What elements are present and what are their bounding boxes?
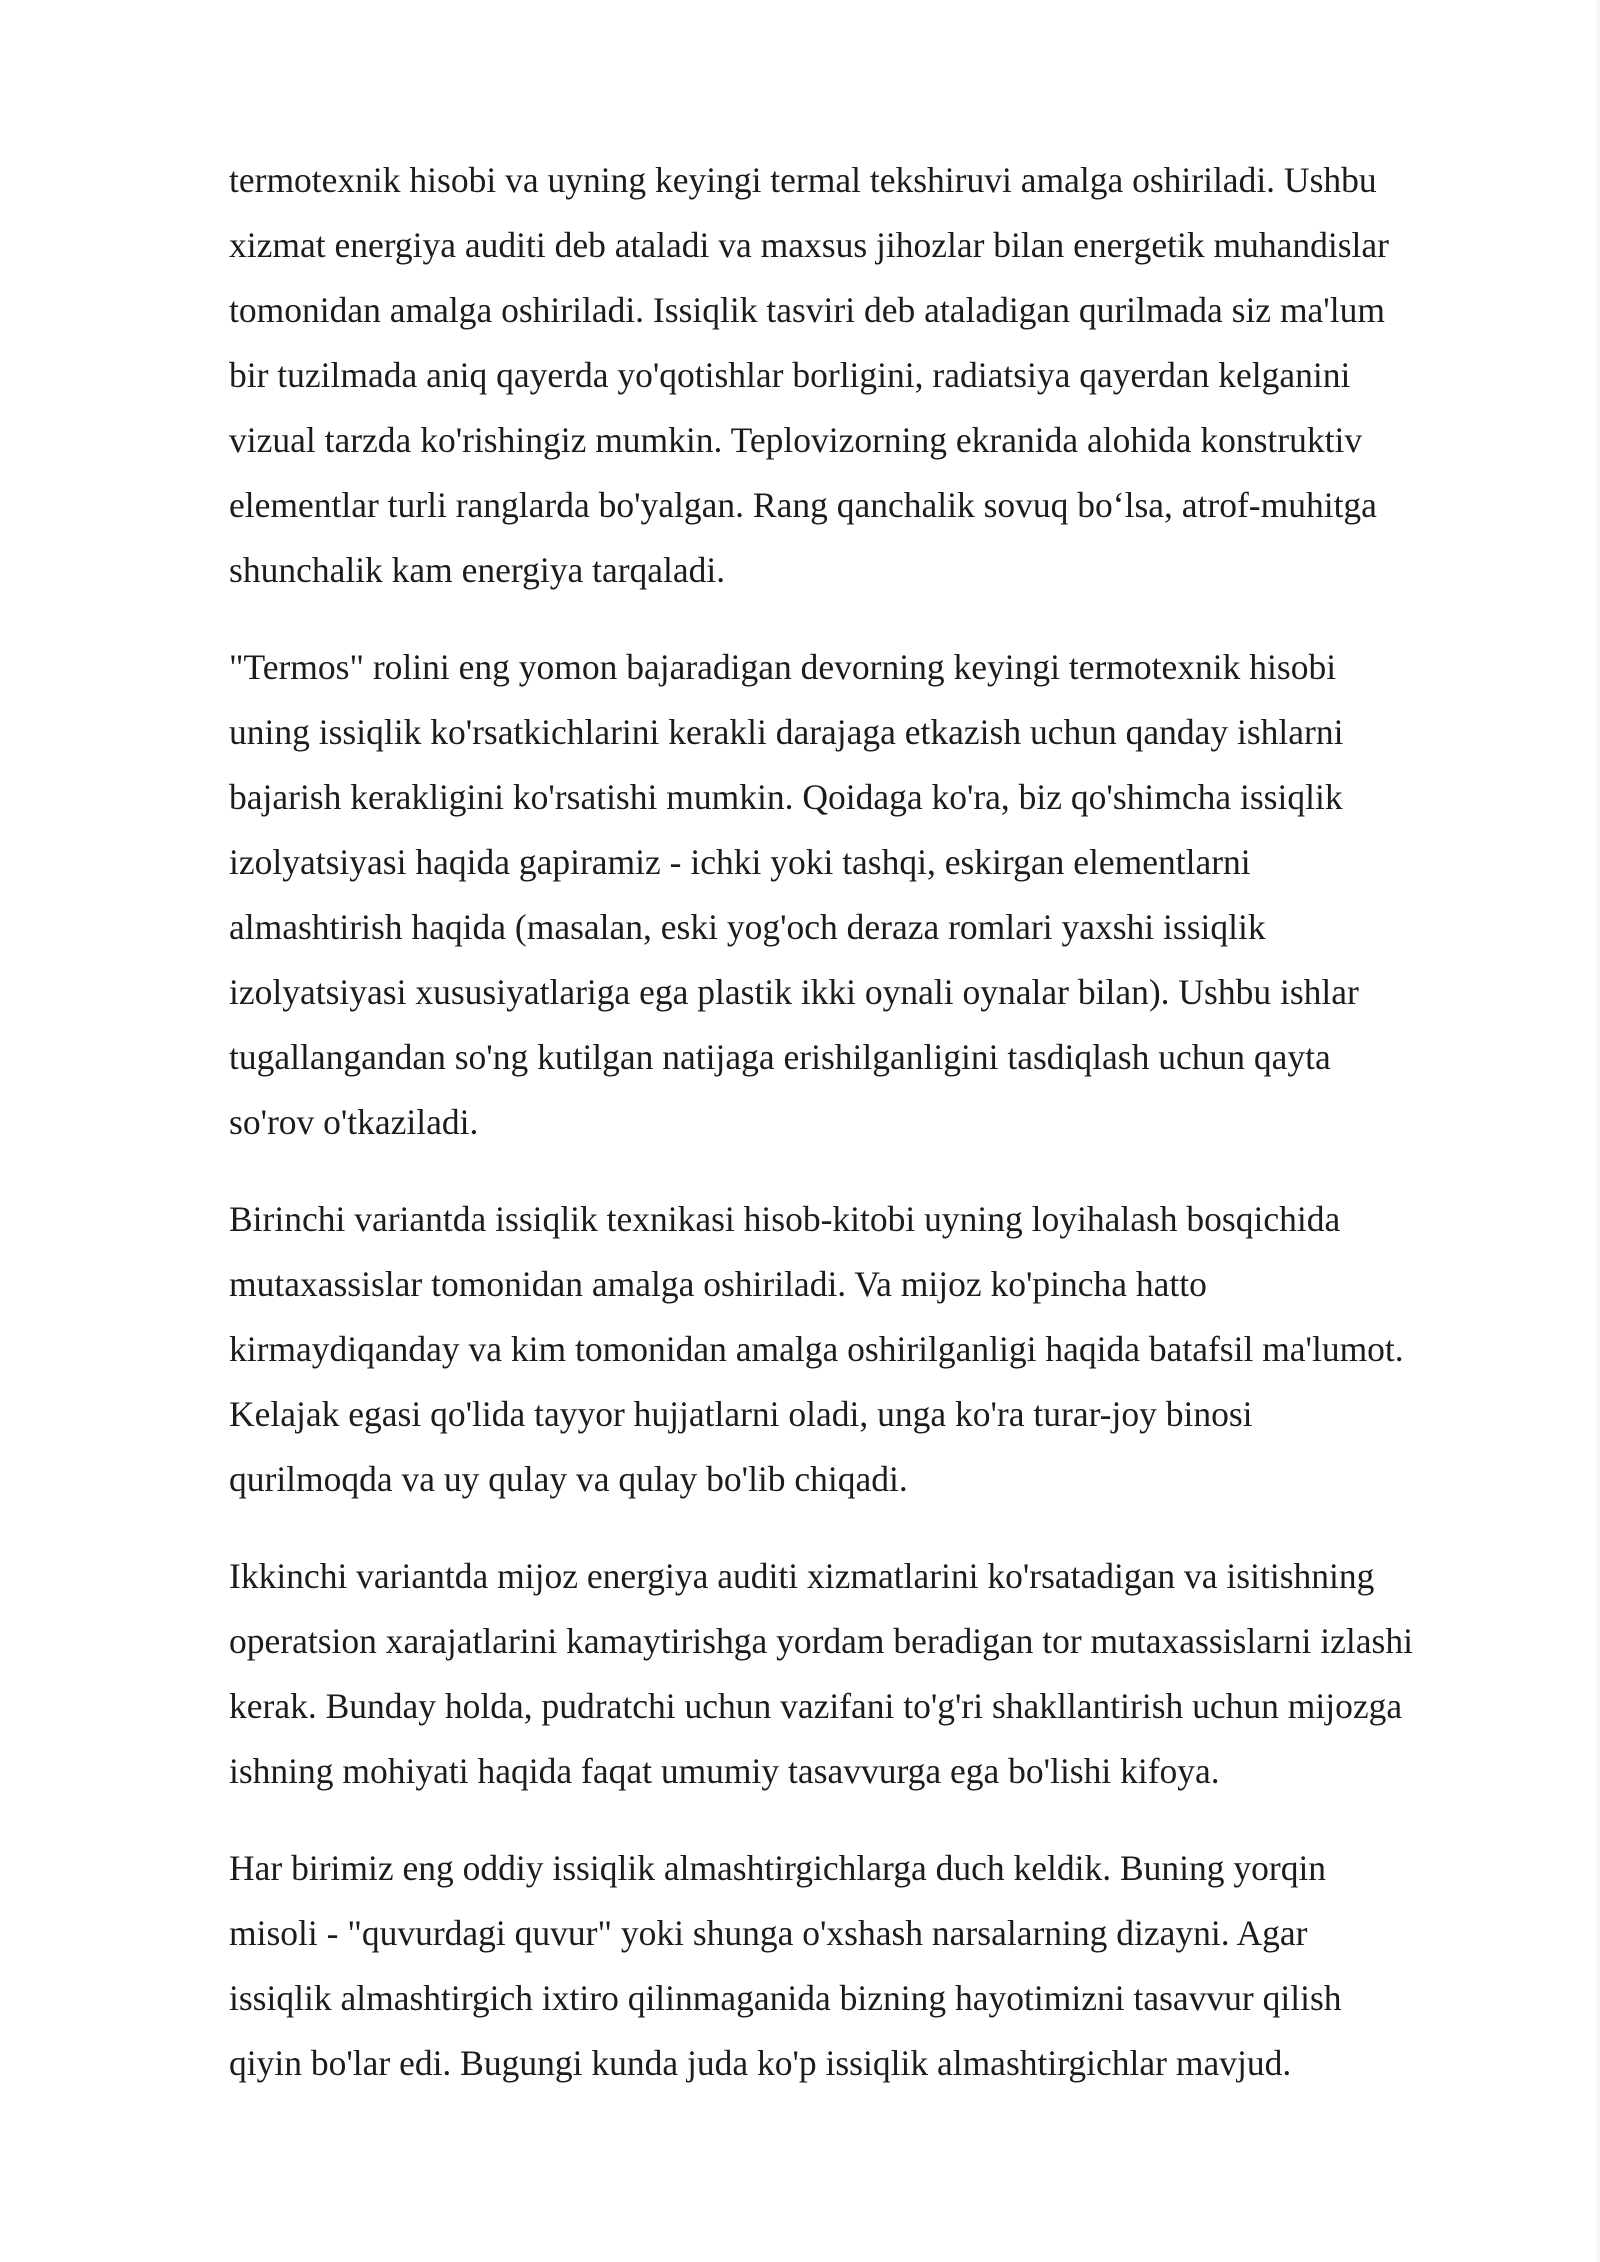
text-line: almashtirish haqida (masalan, eski yog'och deraza romlari yaxshi issiqlik — [229, 907, 1266, 947]
text-line: elementlar turli ranglarda bo'yalgan. Rang qanchalik sovuq bo‘lsa, atrof-muhitga — [229, 485, 1377, 525]
text-line: ishning mohiyati haqida faqat umumiy tasavvurga ega bo'lishi kifoya. — [229, 1751, 1220, 1791]
text-line: izolyatsiyasi haqida gapiramiz - ichki yoki tashqi, eskirgan elementlarni — [229, 842, 1251, 882]
paragraph-3 — [229, 1187, 1491, 1512]
text-line: misoli - "quvurdagi quvur" yoki shunga o'xshash narsalarning dizayni. Agar — [229, 1913, 1308, 1953]
text-line: qurilmoqda va uy qulay va qulay bo'lib chiqadi. — [229, 1459, 908, 1499]
text-line: bir tuzilmada aniq qayerda yo'qotishlar borligini, radiatsiya qayerdan kelganini — [229, 355, 1351, 395]
paragraph-4 — [229, 1544, 1491, 1804]
text-line: vizual tarzda ko'rishingiz mumkin. Teplovizorning ekranida alohida konstruktiv — [229, 420, 1363, 460]
text-line: uning issiqlik ko'rsatkichlarini kerakli darajaga etkazish uchun qanday ishlarni — [229, 712, 1344, 752]
text-line: izolyatsiyasi xususiyatlariga ega plastik ikki oynali oynalar bilan). Ushbu ishlar — [229, 972, 1359, 1012]
text-line: mutaxassislar tomonidan amalga oshiriladi. Va mijoz ko'pincha hatto — [229, 1264, 1207, 1304]
text-line: bajarish kerakligini ko'rsatishi mumkin. Qoidaga ko'ra, biz qo'shimcha issiqlik — [229, 777, 1343, 817]
paragraph-1 — [229, 148, 1491, 603]
text-line: termotexnik hisobi va uyning keyingi termal tekshiruvi amalga oshiriladi. Ushbu — [229, 160, 1377, 200]
text-line: qiyin bo'lar edi. Bugungi kunda juda ko'p issiqlik almashtirgichlar mavjud. — [229, 2043, 1292, 2083]
text-line: shunchalik kam energiya tarqaladi. — [229, 550, 726, 590]
text-line: Har birimiz eng oddiy issiqlik almashtirgichlarga duch keldik. Buning yorqin — [229, 1848, 1327, 1888]
text-line: Ikkinchi variantda mijoz energiya auditi xizmatlarini ko'rsatadigan va isitishning — [229, 1556, 1375, 1596]
text-line: issiqlik almashtirgich ixtiro qilinmaganida bizning hayotimizni tasavvur qilish — [229, 1978, 1342, 2018]
paragraph-5 — [229, 1836, 1491, 2096]
text-line: kirmaydiqanday va kim tomonidan amalga oshirilganligi haqida batafsil ma'lumot. — [229, 1329, 1404, 1369]
text-line: "Termos" rolini eng yomon bajaradigan devorning keyingi termotexnik hisobi — [229, 647, 1337, 687]
text-line: tomonidan amalga oshiriladi. Issiqlik tasviri deb ataladigan qurilmada siz ma'lum — [229, 290, 1385, 330]
text-line: xizmat energiya auditi deb ataladi va maxsus jihozlar bilan energetik muhandislar — [229, 225, 1389, 265]
text-line: operatsion xarajatlarini kamaytirishga yordam beradigan tor mutaxassislarni izlashi — [229, 1621, 1413, 1661]
text-line: kerak. Bunday holda, pudratchi uchun vazifani to'g'ri shakllantirish uchun mijozga — [229, 1686, 1403, 1726]
text-line: so'rov o'tkaziladi. — [229, 1102, 479, 1142]
document-body — [229, 148, 1491, 2128]
paragraph-2 — [229, 635, 1491, 1155]
text-line: Birinchi variantda issiqlik texnikasi hisob-kitobi uyning loyihalash bosqichida — [229, 1199, 1341, 1239]
page-edge-shadow — [1594, 0, 1600, 2262]
text-line: Kelajak egasi qo'lida tayyor hujjatlarni oladi, unga ko'ra turar-joy binosi — [229, 1394, 1253, 1434]
text-line: tugallangandan so'ng kutilgan natijaga erishilganligini tasdiqlash uchun qayta — [229, 1037, 1331, 1077]
